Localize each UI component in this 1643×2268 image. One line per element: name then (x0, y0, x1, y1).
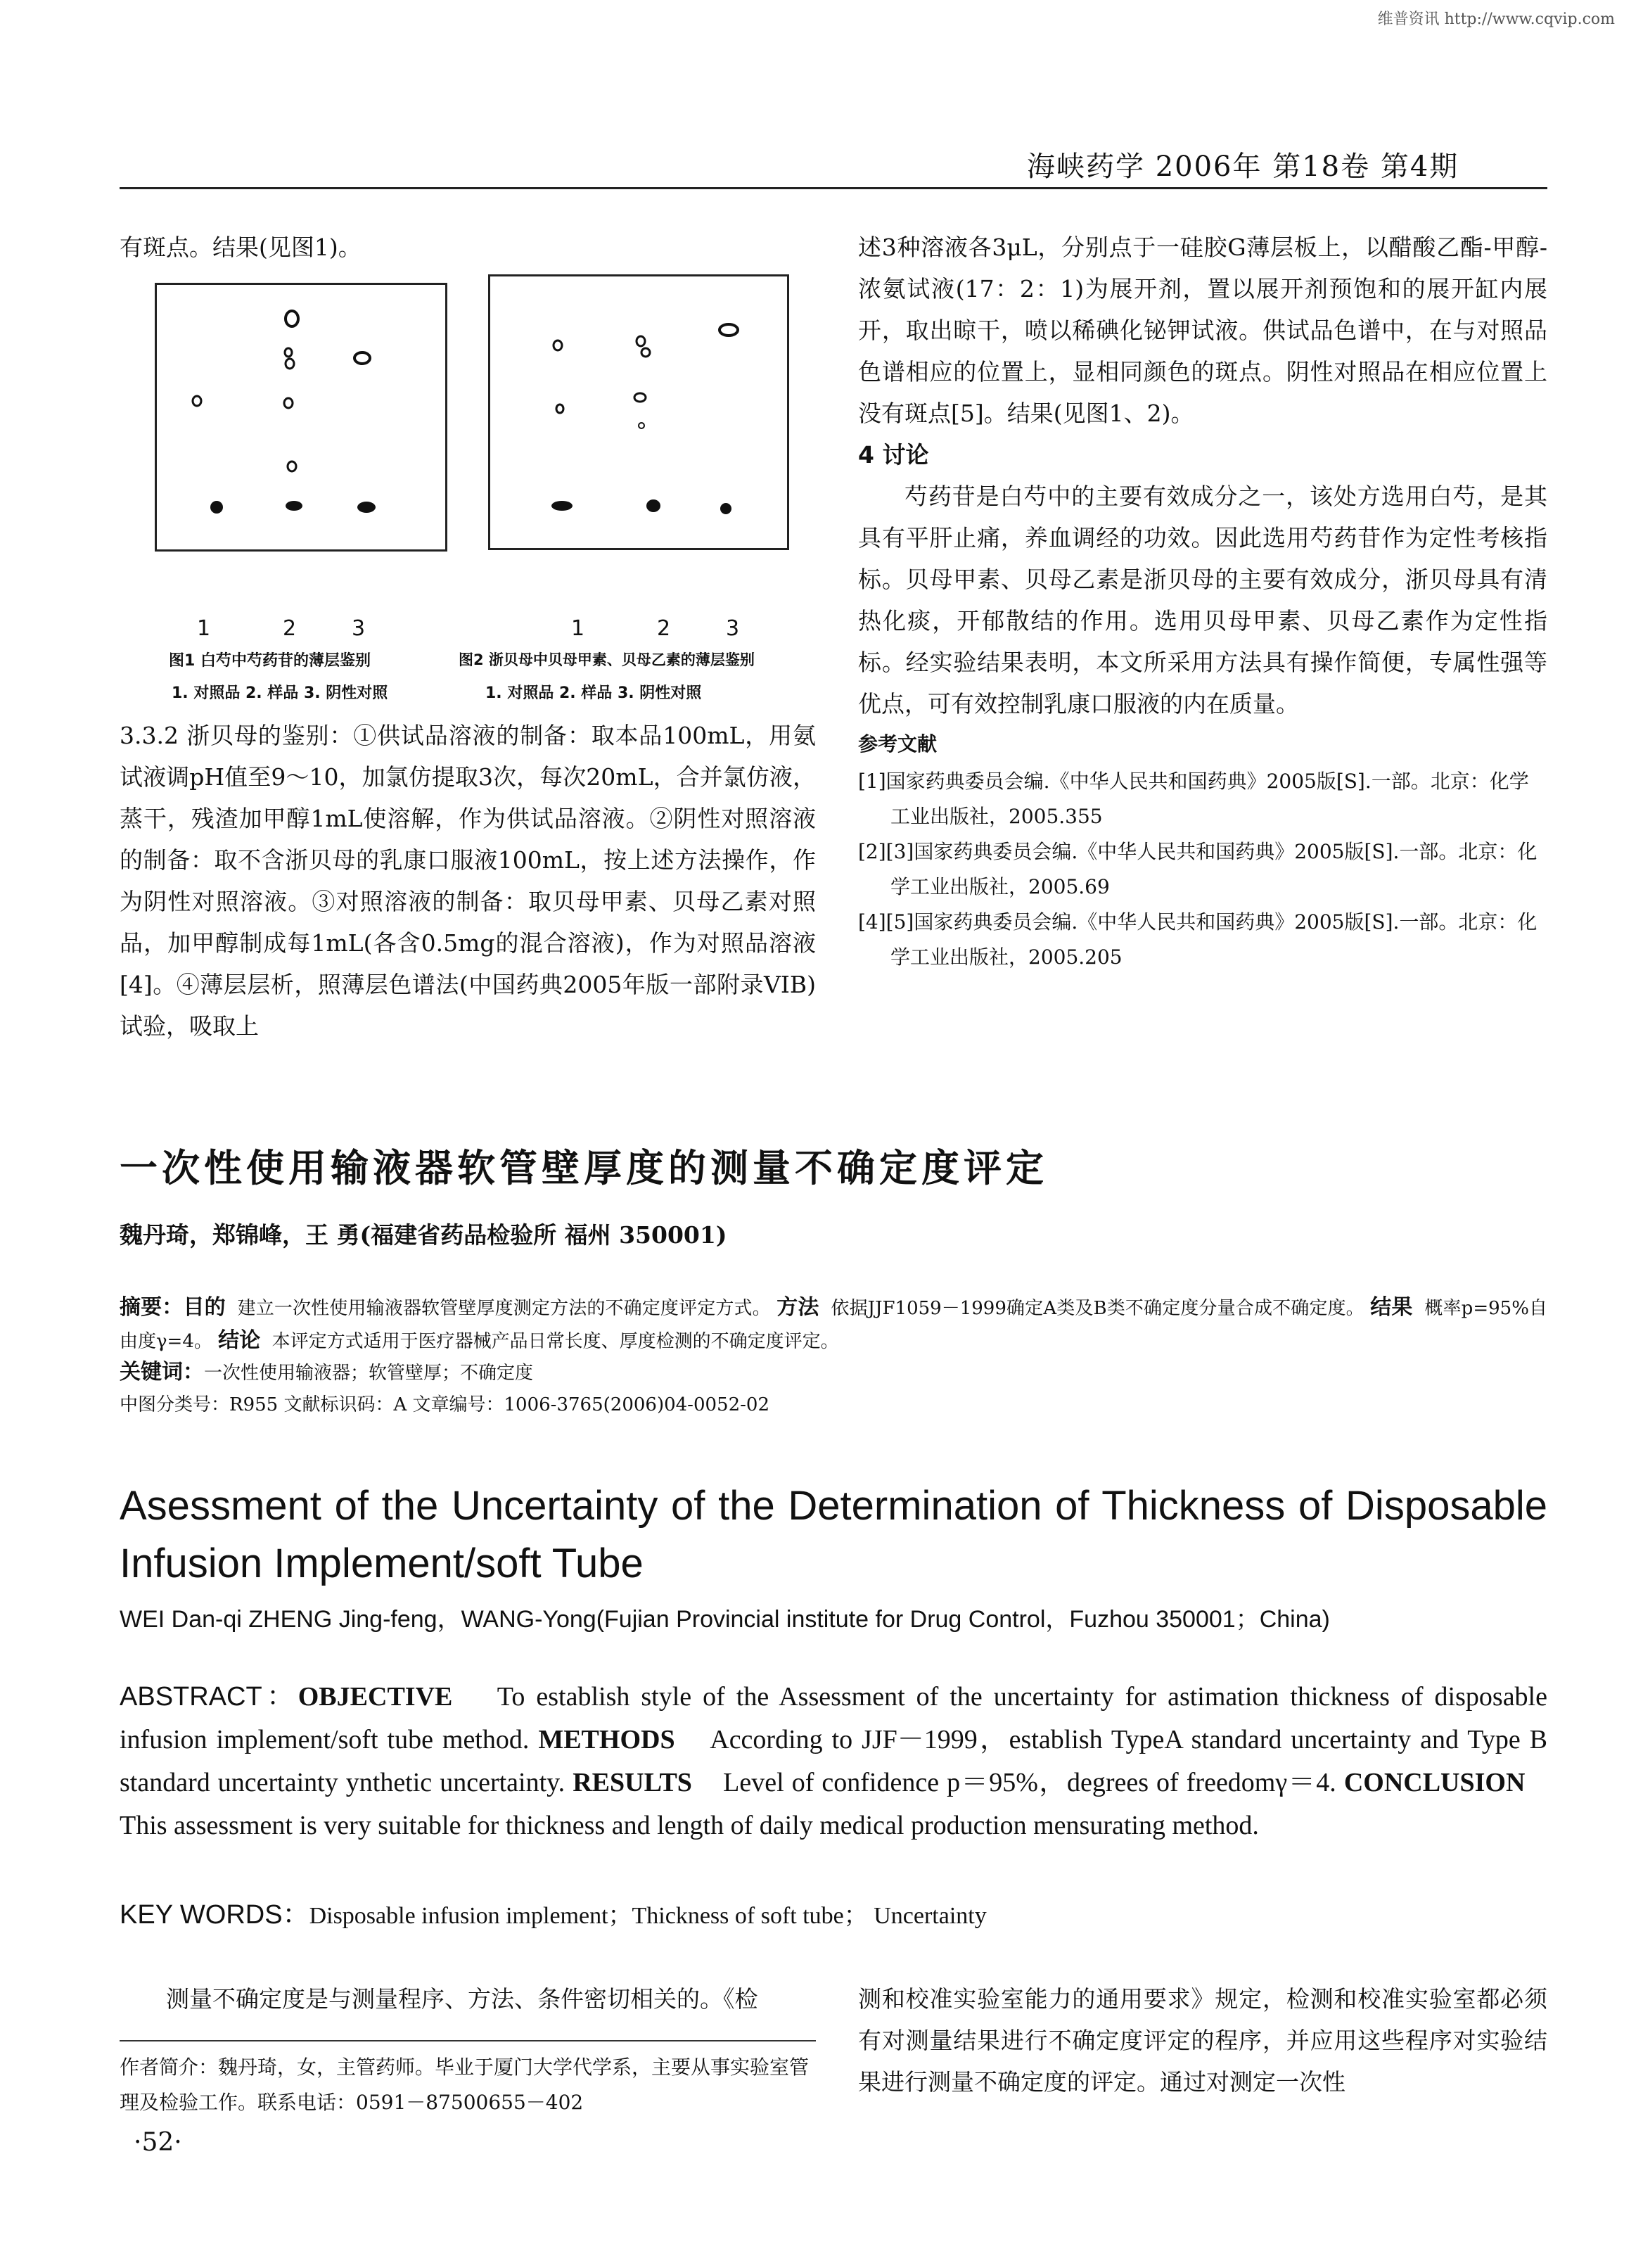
affiliation-en: WEI Dan-qi ZHENG Jing-feng，WANG-Yong(Fujian Provincial institute for Drug Control，Fuzhou 350001；China) (120, 1606, 1330, 1633)
running-head: 海峡药学 2006年 第18卷 第4期 (1027, 151, 1459, 183)
left-top-text: 有斑点。结果(见图1)。 (120, 234, 362, 261)
fig2-spot (641, 348, 650, 357)
abstract-cn-objective: 建立一次性使用输液器软管壁厚度测定方法的不确定度评定方式。 (237, 1298, 771, 1319)
intro-left: 测量不确定度是与测量程序、方法、条件密切相关的。《检 (166, 1985, 758, 2013)
right-column (858, 227, 1547, 975)
abstract-en-methods-label: METHODS (538, 1725, 675, 1754)
fig2-caption-title: 图2 浙贝母中贝母甲素、贝母乙素的薄层鉴别 (459, 651, 755, 668)
keywords-cn (120, 1356, 1547, 1389)
fig1-spot (193, 396, 201, 406)
fig1-spot (354, 352, 370, 364)
fig1-spot (286, 359, 294, 369)
fig1-spot (357, 502, 376, 513)
watermark: 维普资讯 http://www.cqvip.com (1377, 11, 1615, 28)
abstract-cn (120, 1292, 1547, 1358)
fig2-spot (639, 423, 644, 428)
classification-line: 中图分类号：R955 文献标识码：A 文章编号：1006-3765(2006)04-0052-02 (120, 1394, 769, 1415)
abstract-en-objective-label: OBJECTIVE (298, 1682, 453, 1712)
figure-2-spots (490, 276, 787, 548)
reference-item: [4][5]国家药典委员会编.《中华人民共和国药典》2005版[S].一部。北京：化学工业出版社，2005.205 (858, 910, 1537, 969)
author-footnote (120, 2050, 816, 2120)
fig2-spot (637, 336, 645, 346)
references-title: 参考文献 (858, 732, 938, 756)
authors-cn: 魏丹琦，郑锦峰，王 勇(福建省药品检验所 福州 350001) (120, 1221, 727, 1249)
figure-2-plate (488, 274, 789, 550)
right-paragraph-tlc: 述3种溶液各3μL，分别点于一硅胶G薄层板上，以醋酸乙酯-甲醇-浓氨试液(17：2：1)为展开剂，置以展开剂预饱和的展开缸内展开，取出晾干，喷以稀碘化铋钾试液。供试品色谱中，在与对照品色谱相应的位置上，显相同颜色的斑点。阴性对照品在相应位置上没有斑点[5]。结果(见图1、2)。 (858, 234, 1547, 427)
section-4-text: 芍药苷是白芍中的主要有效成分之一，该处方选用白芍，是其具有平肝止痛，养血调经的功效。因此选用芍药苷作为定性考核指标。贝母甲素、贝母乙素是浙贝母的主要有效成分，浙贝母具有清热化痰，开郁散结的作用。选用贝母甲素、贝母乙素作为定性指标。经实验结果表明，本文所采用方法具有操作简便，专属性强等优点，可有效控制乳康口服液的内在质量。 (858, 483, 1547, 718)
keywords-cn-text: 一次性使用输液器；软管壁厚；不确定度 (204, 1363, 534, 1384)
header-rule (120, 187, 1547, 189)
fig2-caption-legend: 1. 对照品 2. 样品 3. 阴性对照 (485, 684, 702, 702)
fig2-lane-1: 1 (571, 616, 585, 641)
fig1-spot (210, 501, 223, 514)
fig2-spot (720, 324, 738, 336)
fig1-spot (286, 311, 298, 326)
fig1-lane-1: 1 (197, 616, 211, 641)
abstract-en (120, 1676, 1547, 1847)
fig1-spot (285, 348, 292, 357)
abstract-cn-conclusion: 本评定方式适用于医疗器械产品日常长度、厚度检测的不确定度评定。 (271, 1331, 839, 1352)
abstract-cn-methods-label: 方法 (776, 1295, 819, 1320)
figure-1-plate (155, 283, 447, 552)
fig2-spot (556, 404, 563, 413)
abstract-en-results-label: RESULTS (573, 1768, 692, 1797)
footnote-rule (120, 2040, 816, 2041)
abstract-en-methods: According to JJF－1999，establish TypeA standard uncertainty and Type B standard uncertainty ynthetic uncertainty. (120, 1725, 1547, 1797)
abstract-en-conclusion-label: CONCLUSION (1343, 1768, 1526, 1797)
abstract-en-objective: To establish style of the Assessment of the uncertainty for astimation thickness of disposable infusion implement/soft tube method. (120, 1682, 1547, 1754)
fig2-spot (646, 499, 660, 512)
article-title-cn: 一次性使用输液器软管壁厚度的测量不确定度评定 (120, 1146, 1048, 1190)
section-4-heading: 4 讨论 (858, 441, 929, 469)
fig2-spot (634, 393, 646, 402)
fig1-lane-2: 2 (283, 616, 297, 641)
fig2-lane-2: 2 (657, 616, 671, 641)
fig2-lane-3: 3 (726, 616, 740, 641)
fig1-spot (286, 501, 302, 511)
abstract-en-conclusion: This assessment is very suitable for thickness and length of daily medical production mensurating method. (120, 1811, 1259, 1840)
article-title-en: Asessment of the Uncertainty of the Determination of Thickness of Disposable Infusion Implement/soft Tube (120, 1483, 1547, 1586)
fig2-spot (551, 501, 573, 511)
intro-right: 测和校准实验室能力的通用要求》规定，检测和校准实验室都必须有对测量结果进行不确定度评定的程序，并应用这些程序对实验结果进行测量不确定度的评定。通过对测定一次性 (858, 1985, 1547, 2096)
abstract-cn-methods: 依据JJF1059－1999确定A类及B类不确定度分量合成不确定度。 (831, 1298, 1364, 1319)
footnote-text: 作者简介：魏丹琦，女，主管药师。毕业于厦门大学代学系，主要从事实验室管理及检验工作。联系电话：0591－87500655－402 (120, 2056, 810, 2114)
fig1-spot (288, 461, 296, 471)
keywords-en (120, 1892, 987, 1931)
reference-item: [1]国家药典委员会编.《中华人民共和国药典》2005版[S].一部。北京：化学工业出版社，2005.355 (858, 770, 1529, 828)
abstract-cn-results-label: 结果 (1370, 1295, 1413, 1320)
keywords-cn-label: 关键词： (120, 1360, 204, 1384)
figure-1-spots (157, 285, 445, 549)
page-number: ·52· (134, 2128, 182, 2157)
abstract-cn-results: 概率p=95%自由度γ=4。 (120, 1298, 1548, 1352)
fig1-caption-title: 图1 白芍中芍药苷的薄层鉴别 (169, 652, 371, 670)
abstract-cn-conclusion-label: 结论 (218, 1328, 261, 1353)
keywords-en-text: Disposable infusion implement；Thickness of soft tube； Uncertainty (309, 1903, 987, 1929)
abstract-cn-label: 摘要：目的 (120, 1295, 226, 1320)
section-3-3-2: 3.3.2 浙贝母的鉴别：①供试品溶液的制备：取本品100mL，用氨试液调pH值至9～10，加氯仿提取3次，每次20mL，合并氯仿液，蒸干，残渣加甲醇1mL使溶解，作为供试品溶液。②阴性对照溶液的制备：取不含浙贝母的乳康口服液100mL，按上述方法操作，作为阴性对照溶液。③对照溶液的制备：取贝母甲素、贝母乙素对照品，加甲醇制成每1mL(各含0.5mg的混合溶液)，作为对照品溶液[4]。④薄层层析，照薄层色谱法(中国药典2005年版一部附录VIB)试验，吸取上 (120, 722, 816, 1040)
fig1-spot (284, 398, 293, 408)
reference-item: [2][3]国家药典委员会编.《中华人民共和国药典》2005版[S].一部。北京：化学工业出版社，2005.69 (858, 840, 1537, 898)
abstract-en-label: ABSTRACT： (120, 1682, 298, 1712)
fig2-spot (720, 503, 731, 514)
keywords-en-label: KEY WORDS： (120, 1900, 309, 1930)
fig1-lane-3: 3 (352, 616, 366, 641)
fig1-caption-legend: 1. 对照品 2. 样品 3. 阴性对照 (172, 684, 388, 702)
abstract-en-results: Level of confidence p＝95%，degrees of freedomγ＝4. (723, 1768, 1336, 1797)
fig2-spot (554, 340, 562, 350)
